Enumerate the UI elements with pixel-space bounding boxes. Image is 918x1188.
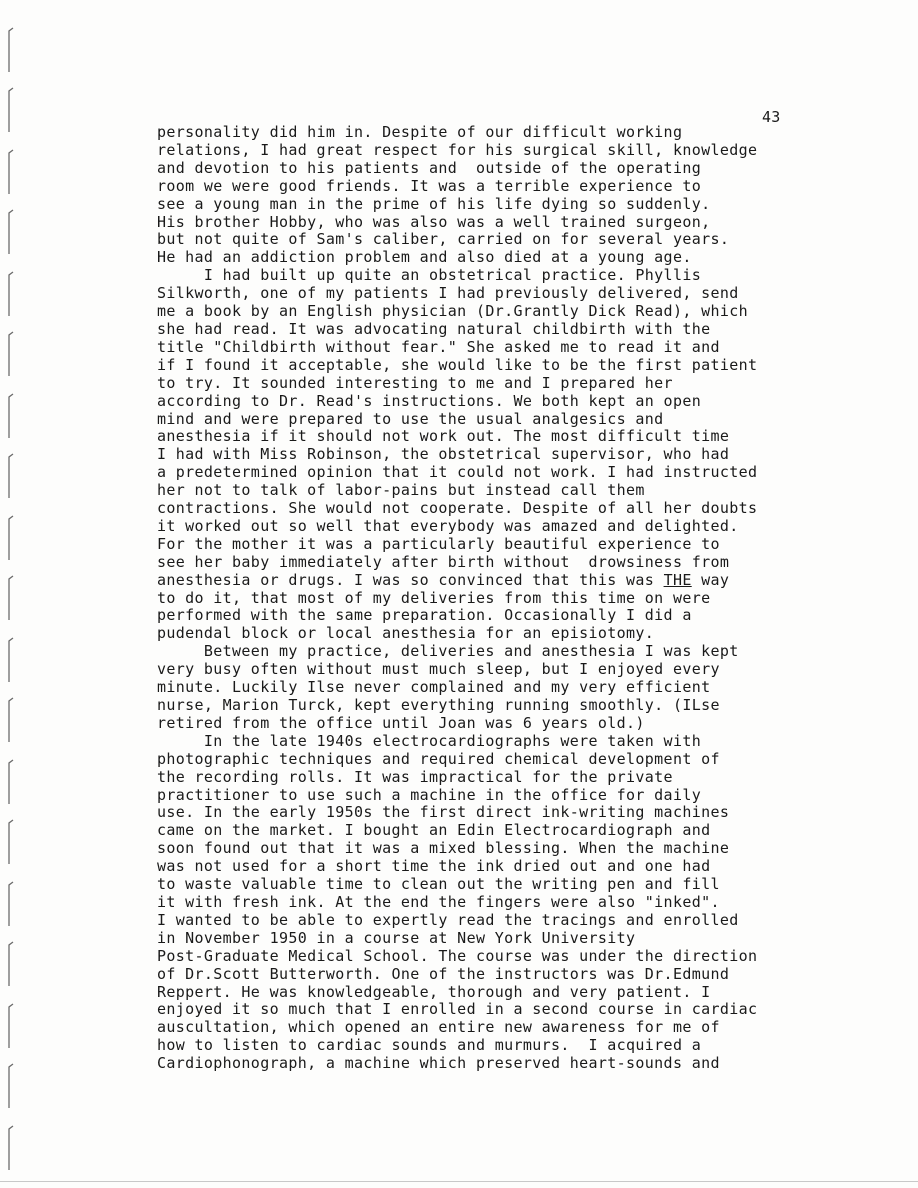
text-line-content: photographic techniques and required chemical development of [157, 749, 720, 768]
text-line [157, 393, 897, 411]
text-line [157, 214, 897, 232]
binder-mark [9, 332, 13, 376]
text-line-content: use. In the early 1950s the first direct ink-writing machines [157, 803, 730, 822]
text-line-content: title "Childbirth without fear." She asked me to read it and [157, 337, 720, 356]
text-line-content: pudendal block or local anesthesia for an episiotomy. [157, 624, 655, 643]
text-line-content: mind and were prepared to use the usual analgesics and [157, 409, 664, 428]
text-line [157, 536, 897, 554]
binder-mark [9, 638, 13, 682]
text-line [157, 339, 897, 357]
text-line [157, 518, 897, 536]
text-line [157, 984, 897, 1002]
text-line [157, 142, 897, 160]
text-line [157, 446, 897, 464]
text-line-content: she had read. It was advocating natural childbirth with the [157, 319, 711, 338]
text-line-content: He had an addiction problem and also died at a young age. [157, 248, 692, 267]
text-line-content: to do it, that most of my deliveries from this time on were [157, 588, 711, 607]
binder-mark [9, 1004, 13, 1048]
text-line [157, 697, 897, 715]
text-line [157, 894, 897, 912]
text-line-content: it worked out so well that everybody was amazed and delighted. [157, 516, 739, 535]
text-line [157, 572, 897, 590]
text-line [157, 679, 897, 697]
text-line-content: auscultation, which opened an entire new awareness for me of [157, 1018, 720, 1037]
text-line-content: to try. It sounded interesting to me and I prepared her [157, 373, 673, 392]
text-line-content: I wanted to be able to expertly read the tracings and enrolled [157, 910, 739, 929]
text-line [157, 912, 897, 930]
text-line-content: nurse, Marion Turck, kept everything running smoothly. (ILse [157, 696, 720, 714]
text-line [157, 661, 897, 679]
binder-mark [9, 820, 13, 864]
text-line [157, 1019, 897, 1037]
text-line-content: I had built up quite an obstetrical practice. Phyllis [157, 266, 702, 285]
text-line-content: how to listen to cardiac sounds and murmurs. I acquired a [157, 1036, 702, 1055]
text-line [157, 357, 897, 375]
binder-mark [9, 88, 13, 132]
text-line [157, 822, 897, 840]
text-line-content: to waste valuable time to clean out the writing pen and fill [157, 875, 720, 894]
text-line [157, 1055, 897, 1073]
body-text [157, 124, 897, 1073]
text-line-tail: way [691, 570, 730, 589]
text-line-content: was not used for a short time the ink dried out and one had [157, 857, 711, 876]
text-line [157, 1001, 897, 1019]
text-line-content: if I found it acceptable, she would like to be the first patient [157, 355, 758, 374]
text-line-content: In the late 1940s electrocardiographs were taken with [157, 731, 702, 750]
text-line [157, 375, 897, 393]
text-line-content: anesthesia if it should not work out. The most difficult time [157, 427, 730, 446]
text-line-content: minute. Luckily Ilse never complained and my very efficient [157, 678, 711, 697]
text-line-content: performed with the same preparation. Occasionally I did a [157, 606, 692, 625]
binder-mark [9, 1126, 13, 1170]
text-line [157, 876, 897, 894]
text-line [157, 751, 897, 769]
text-line-content: a predetermined opinion that it could not work. I had instructed [157, 463, 758, 482]
text-line [157, 178, 897, 196]
text-line-content: anesthesia or drugs. I was so convinced that this was [157, 570, 664, 589]
text-line [157, 966, 897, 984]
text-line-content: in November 1950 in a course at New York University [157, 928, 636, 947]
text-line [157, 715, 897, 733]
text-line [157, 124, 897, 142]
binder-mark [9, 1064, 13, 1108]
text-line [157, 231, 897, 249]
binder-mark [9, 454, 13, 498]
text-line-content: Post-Graduate Medical School. The course was under the direction [157, 946, 758, 965]
page-bottom-edge [0, 1181, 918, 1182]
text-line-content: practitioner to use such a machine in the office for daily [157, 785, 702, 804]
text-line [157, 643, 897, 661]
binder-mark [9, 576, 13, 620]
text-line-content: Silkworth, one of my patients I had previously delivered, send [157, 284, 739, 303]
text-line [157, 858, 897, 876]
text-line [157, 196, 897, 214]
binder-mark [9, 760, 13, 804]
text-line-content: Cardiophonograph, a machine which preserved heart-sounds and [157, 1054, 720, 1073]
text-line-content: For the mother it was a particularly beautiful experience to [157, 534, 720, 553]
text-line [157, 733, 897, 751]
binder-mark [9, 272, 13, 316]
text-line [157, 590, 897, 608]
text-line [157, 804, 897, 822]
text-line [157, 554, 897, 572]
text-line [157, 249, 897, 267]
binder-hole-marks [0, 0, 20, 1188]
text-line [157, 464, 897, 482]
text-line [157, 607, 897, 625]
text-line-content: retired from the office until Joan was 6 years old.) [157, 713, 645, 732]
binder-mark [9, 394, 13, 438]
text-line [157, 948, 897, 966]
text-line-content: I had with Miss Robinson, the obstetrical supervisor, who had [157, 445, 730, 464]
text-line [157, 482, 897, 500]
binder-mark [9, 698, 13, 742]
binder-mark [9, 210, 13, 254]
text-line-content: Between my practice, deliveries and anesthesia I was kept [157, 642, 739, 661]
text-line-content: room we were good friends. It was a terrible experience to [157, 176, 702, 195]
underlined-word: THE [663, 570, 692, 589]
text-line [157, 787, 897, 805]
text-line-content: it with fresh ink. At the end the fingers were also "inked". [157, 892, 720, 911]
text-line-content: of Dr.Scott Butterworth. One of the instructors was Dr.Edmund [157, 964, 730, 983]
text-line-content: me a book by an English physician (Dr.Grantly Dick Read), which [157, 302, 748, 321]
text-line-content: but not quite of Sam's caliber, carried on for several years. [157, 230, 730, 249]
text-line-content: enjoyed it so much that I enrolled in a second course in cardiac [157, 1000, 758, 1019]
text-line-content: according to Dr. Read's instructions. We both kept an open [157, 391, 702, 410]
binder-mark [9, 516, 13, 560]
page-number: 43 [762, 108, 781, 126]
text-line [157, 411, 897, 429]
text-line [157, 303, 897, 321]
text-line-content: very busy often without must much sleep, but I enjoyed every [157, 660, 720, 679]
text-line [157, 285, 897, 303]
text-line [157, 428, 897, 446]
text-line-content: personality did him in. Despite of our difficult working [157, 123, 683, 141]
text-line [157, 930, 897, 948]
text-line [157, 1037, 897, 1055]
text-line-content: and devotion to his patients and outside of the operating [157, 158, 702, 177]
binder-mark [9, 942, 13, 986]
text-line [157, 840, 897, 858]
text-line [157, 321, 897, 339]
text-line-content: came on the market. I bought an Edin Electrocardiograph and [157, 821, 711, 840]
text-line [157, 267, 897, 285]
text-line-content: Reppert. He was knowledgeable, thorough and very patient. I [157, 982, 711, 1001]
text-line-content: soon found out that it was a mixed blessing. When the machine [157, 839, 730, 858]
text-line [157, 500, 897, 518]
text-line [157, 769, 897, 787]
text-line-content: see her baby immediately after birth without drowsiness from [157, 552, 730, 571]
text-line-content: relations, I had great respect for his surgical skill, knowledge [157, 140, 758, 159]
text-line [157, 160, 897, 178]
text-line-content: contractions. She would not cooperate. Despite of all her doubts [157, 499, 758, 518]
text-line-content: the recording rolls. It was impractical for the private [157, 767, 673, 786]
text-line-content: see a young man in the prime of his life dying so suddenly. [157, 194, 711, 213]
binder-mark [9, 28, 13, 72]
text-line-content: her not to talk of labor-pains but instead call them [157, 481, 645, 500]
binder-mark [9, 150, 13, 194]
text-line-content: His brother Hobby, who was also was a well trained surgeon, [157, 212, 711, 231]
binder-mark [9, 882, 13, 926]
text-line [157, 625, 897, 643]
